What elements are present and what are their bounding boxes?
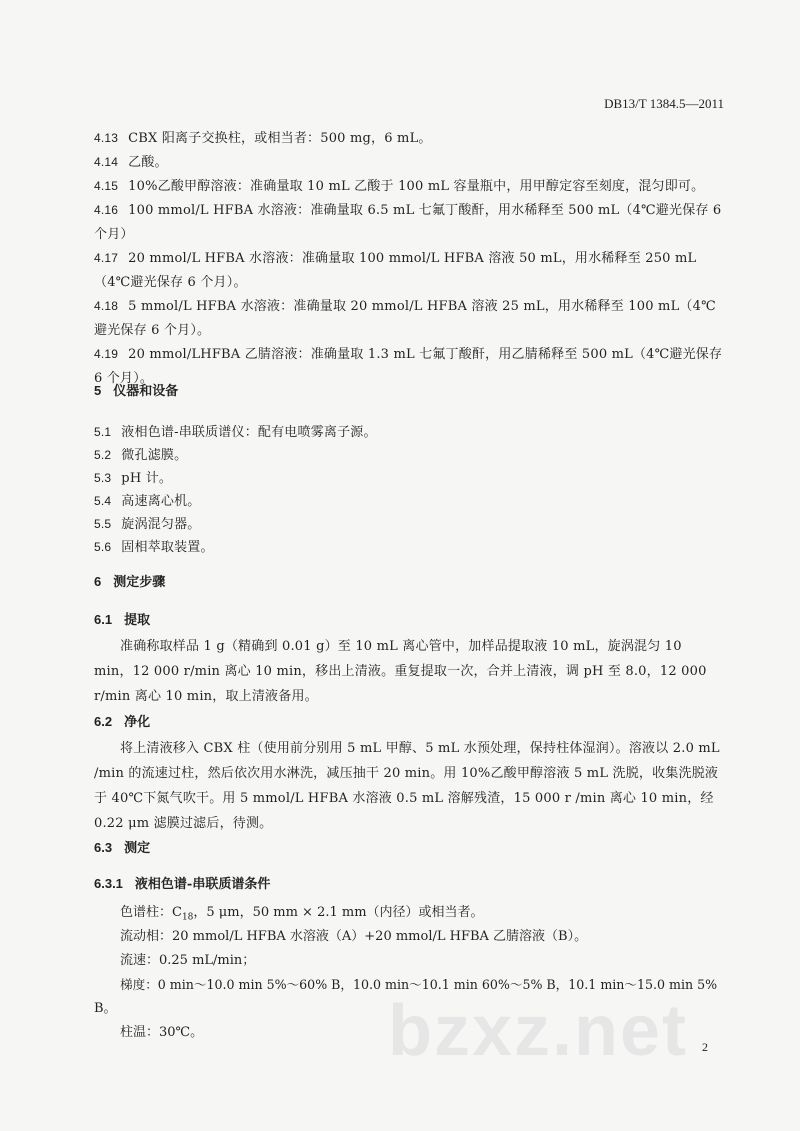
- subsection-title: 测定: [124, 841, 151, 856]
- equipment-item: [94, 466, 724, 491]
- equipment-item: [94, 512, 724, 537]
- item-text: 100 mmol/L HFBA 水溶液：准确量取 6.5 mL 七氟丁酸酐，用水稀释至 500 mL（4℃避光保存 6 个月）: [94, 203, 722, 242]
- item-text: 20 mmol/L HFBA 水溶液：准确量取 100 mmol/L HFBA 溶液 50 mL，用水稀释至 250 mL（4℃避光保存 6 个月）。: [94, 251, 697, 290]
- reagent-item: [94, 150, 724, 175]
- item-number: 5.3: [94, 471, 112, 485]
- item-text: pH 计。: [121, 471, 173, 486]
- item-text: 高速离心机。: [121, 494, 201, 509]
- subsubsection-heading: [94, 874, 270, 895]
- item-text: 固相萃取装置。: [121, 540, 214, 555]
- subsection-number: 6.1: [94, 612, 113, 627]
- item-text: 5 mmol/L HFBA 水溶液：准确量取 20 mmol/L HFBA 溶液 25 mL，用水稀释至 100 mL（4℃避光保存 6 个月）。: [94, 299, 716, 338]
- item-number: 5.4: [94, 494, 112, 508]
- item-number: 4.17: [94, 251, 119, 265]
- item-text: 乙酸。: [128, 155, 168, 170]
- reagent-item: [94, 174, 724, 199]
- item-text: CBX 阳离子交换柱，或相当者：500 mg，6 mL。: [128, 131, 432, 146]
- gradient-spec: 梯度：0 min～10.0 min 5%～60% B，10.0 min～10.1 min 60%～5% B，10.1 min～15.0 min 5%: [120, 977, 718, 992]
- item-number: 4.15: [94, 179, 119, 193]
- item-text: 微孔滤膜。: [121, 448, 188, 463]
- page-number: 2: [702, 1040, 708, 1054]
- purification-paragraph: 将上清液移入 CBX 柱（使用前分别用 5 mL 甲醇、5 mL 水预处理，保持柱体湿润）。溶液以 2.0 mL /min 的流速过柱，然后依次用水淋洗，减压抽干 20 min。用 10%乙酸甲醇溶液 5 mL 洗脱，收集洗脱液于 40℃下氮气吹干。用 5 mmol/L HFBA 水溶液 0.5 mL 溶解残渣，15 000 r /min 离心 10 min，经 0.22 μm 滤膜过滤后，待测。: [94, 741, 720, 831]
- subsubsection-title: 液相色谱-串联质谱条件: [134, 877, 271, 892]
- gradient-spec-continued: B。: [94, 1001, 117, 1016]
- reagent-item: [94, 198, 724, 247]
- item-number: 5.1: [94, 425, 112, 439]
- flow-rate-spec: 流速：0.25 mL/min；: [120, 953, 256, 968]
- subsection-number: 6.3: [94, 840, 113, 855]
- subsection-number: 6.2: [94, 714, 113, 729]
- item-number: 5.2: [94, 448, 112, 462]
- subsection-heading: [94, 610, 150, 631]
- section-heading: [94, 381, 178, 402]
- standard-code: DB13/T 1384.5—2011: [604, 96, 724, 111]
- equipment-item: [94, 489, 724, 514]
- watermark: bzxz.net: [388, 991, 689, 1071]
- section-number: 6: [94, 574, 102, 589]
- column-temperature-spec: 柱温：30℃。: [120, 1025, 204, 1040]
- reagent-item: [94, 246, 724, 295]
- item-text: 20 mmol/LHFBA 乙腈溶液：准确量取 1.3 mL 七氟丁酸酐，用乙腈稀释至 500 mL（4℃避光保存 6 个月）。: [94, 347, 723, 386]
- reagent-item: [94, 342, 724, 391]
- mobile-phase-spec: 流动相：20 mmol/L HFBA 水溶液（A）+20 mmol/L HFBA 乙腈溶液（B）。: [120, 929, 588, 944]
- reagent-item: [94, 126, 724, 151]
- column-subscript: 18: [181, 912, 194, 923]
- section-number: 5: [94, 383, 102, 398]
- item-text: 旋涡混匀器。: [121, 517, 201, 532]
- subsection-heading: [94, 712, 150, 733]
- column-details: ，5 μm，50 mm × 2.1 mm（内径）或相当者。: [193, 905, 484, 920]
- subsection-heading: [94, 838, 150, 859]
- equipment-item: [94, 443, 724, 468]
- equipment-item: [94, 420, 724, 445]
- item-number: 5.5: [94, 517, 112, 531]
- reagent-item: [94, 294, 724, 343]
- section-title: 仪器和设备: [113, 384, 179, 399]
- item-number: 4.16: [94, 203, 119, 217]
- item-text: 液相色谱-串联质谱仪：配有电喷雾离子源。: [121, 425, 377, 440]
- item-number: 4.14: [94, 155, 119, 169]
- equipment-item: [94, 535, 724, 560]
- section-heading: [94, 572, 165, 593]
- subsection-title: 提取: [124, 613, 151, 628]
- section-title: 测定步骤: [113, 575, 166, 590]
- item-number: 4.19: [94, 347, 119, 361]
- subsection-title: 净化: [124, 715, 151, 730]
- subsubsection-number: 6.3.1: [94, 876, 123, 891]
- column-label: 色谱柱：C: [120, 905, 182, 920]
- item-number: 5.6: [94, 540, 112, 554]
- item-number: 4.13: [94, 131, 119, 145]
- item-text: 10%乙酸甲醇溶液：准确量取 10 mL 乙酸于 100 mL 容量瓶中，用甲醇定容至刻度，混匀即可。: [128, 179, 705, 194]
- item-number: 4.18: [94, 299, 119, 313]
- extraction-paragraph: 准确称取样品 1 g（精确到 0.01 g）至 10 mL 离心管中，加样品提取液 10 mL，旋涡混匀 10 min，12 000 r/min 离心 10 min，移出上清液。重复提取一次，合并上清液，调 pH 至 8.0，12 000 r/min 离心 10 min，取上清液备用。: [94, 639, 707, 704]
